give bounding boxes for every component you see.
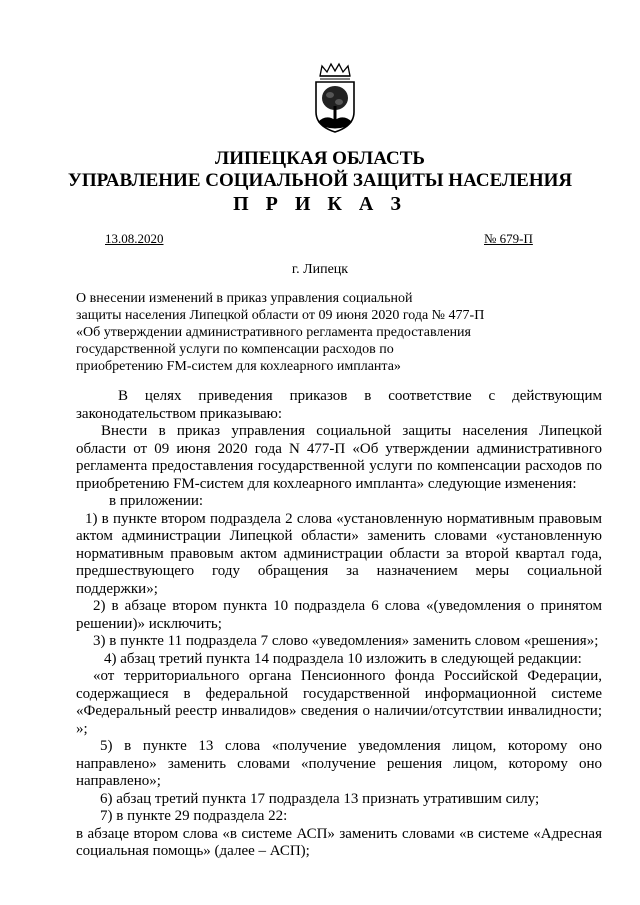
department-title: УПРАВЛЕНИЕ СОЦИАЛЬНОЙ ЗАЩИТЫ НАСЕЛЕНИЯ <box>67 170 573 191</box>
order-date: 13.08.2020 <box>105 231 164 246</box>
subject-line: приобретению FM-систем для кохлеарного импланта» <box>76 359 401 374</box>
amendment-intro-paragraph: Внести в приказ управления социальной защиты населения Липецкой области от 09 июня 2020 года N 477-П «Об утверждении административного регламента предоставления государственной услуги по компенсации расходов по приобретению FM-систем для кохлеарного импланта» следующие изменения: <box>76 423 602 492</box>
city-name: г. Липецк <box>291 262 349 277</box>
subject-line: защиты населения Липецкой области от 09 июня 2020 года № 477-П <box>76 308 485 323</box>
item-6-paragraph: 6) абзац третий пункта 17 подраздела 13 признать утратившим силу; <box>100 790 540 807</box>
order-number: № 679-П <box>484 231 533 246</box>
order-subject <box>76 290 546 375</box>
region-title: ЛИПЕЦКАЯ ОБЛАСТЬ <box>215 148 425 169</box>
subject-line: «Об утверждении административного регламента предоставления <box>76 325 471 340</box>
item-7-text-paragraph: в абзаце втором слова «в системе АСП» заменить словами «в системе «Адресная социальная помощь» (далее – АСП); <box>76 825 602 859</box>
item-4-text-paragraph: «от территориального органа Пенсионного фонда Российской Федерации, содержащиеся в федеральной государственной информационной системе «Федеральный реестр инвалидов» сведения о наличии/отсутствии инвалидности; »; <box>76 668 602 737</box>
preamble-paragraph: В целях приведения приказов в соответствие с действующим законодательством приказываю: <box>76 388 602 422</box>
coat-of-arms-emblem <box>308 62 362 134</box>
appendix-label: в приложении: <box>109 493 204 509</box>
item-1-paragraph: 1) в пункте втором подраздела 2 слова «установленную нормативным правовым актом администрации Липецкой области» заменить словами «установленную нормативным правовым актом администрации области за второй квартал года, предшествующего году обращения за назначением меры социальной поддержки»; <box>76 510 602 597</box>
order-body <box>76 388 602 861</box>
document-type-title: П Р И К А З <box>233 193 407 215</box>
item-2-paragraph: 2) в абзаце втором пункта 10 подраздела 6 слова «(уведомления о принятом решении)» исключить; <box>76 598 602 632</box>
item-3-paragraph: 3) в пункте 11 подраздела 7 слово «уведомления» заменить словом «решения»; <box>93 633 599 649</box>
item-4-paragraph: 4) абзац третий пункта 14 подраздела 10 изложить в следующей редакции: <box>104 650 582 667</box>
subject-line: государственной услуги по компенсации расходов по <box>76 342 394 357</box>
subject-line: О внесении изменений в приказ управления социальной <box>76 291 413 306</box>
item-5-paragraph: 5) в пункте 13 слова «получение уведомления лицом, которому оно направлено» заменить словами «получение решения лицом, которому оно направлено»; <box>76 738 602 789</box>
item-7-paragraph: 7) в пункте 29 подраздела 22: <box>100 808 288 824</box>
